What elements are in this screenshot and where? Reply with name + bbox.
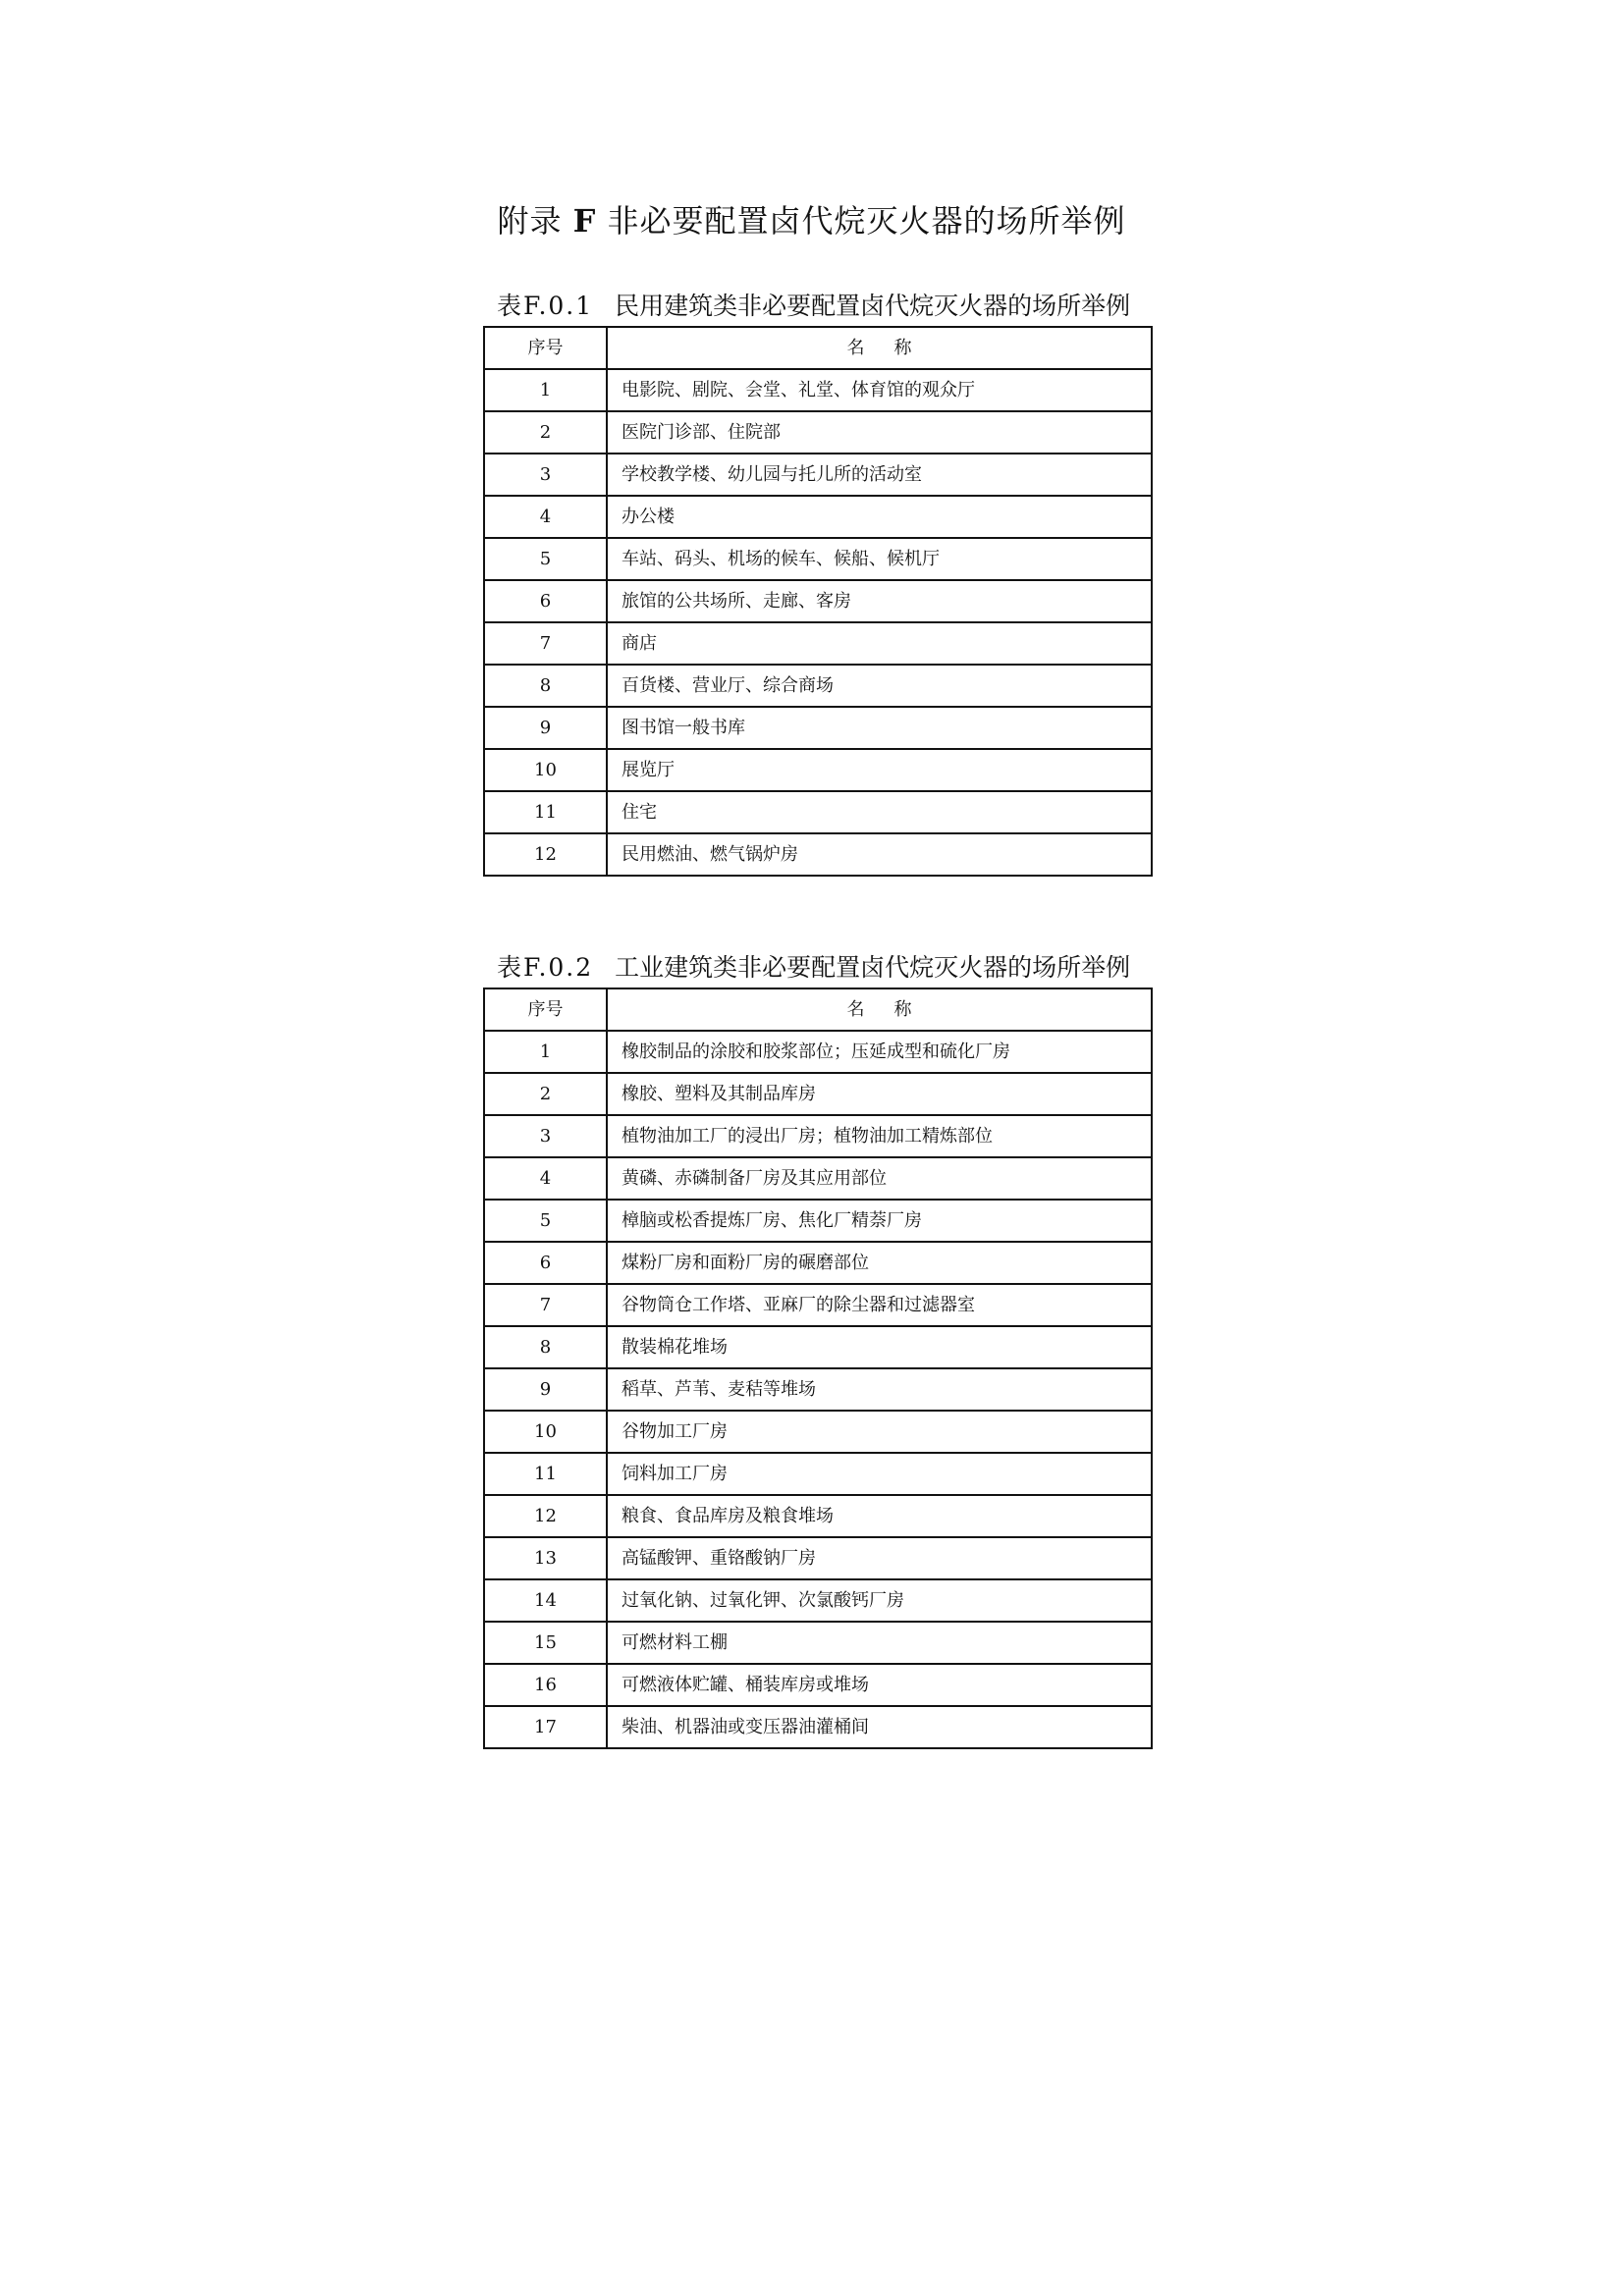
table-row — [484, 1579, 1152, 1622]
table-row — [484, 1368, 1152, 1411]
row-name: 住宅 — [607, 791, 1152, 833]
row-name: 谷物加工厂房 — [607, 1411, 1152, 1453]
row-index: 7 — [484, 1284, 607, 1326]
row-name: 高锰酸钾、重铬酸钠厂房 — [607, 1537, 1152, 1579]
row-index: 10 — [484, 1411, 607, 1453]
row-index: 11 — [484, 791, 607, 833]
table-row — [484, 1157, 1152, 1200]
row-name: 展览厅 — [607, 749, 1152, 791]
row-name: 百货楼、营业厅、综合商场 — [607, 665, 1152, 707]
row-name: 车站、码头、机场的候车、候船、候机厅 — [607, 538, 1152, 580]
table-caption — [483, 948, 1151, 988]
table-row — [484, 1537, 1152, 1579]
row-name: 橡胶制品的涂胶和胶浆部位；压延成型和硫化厂房 — [607, 1031, 1152, 1073]
table-row — [484, 1326, 1152, 1368]
table-caption-text: 工业建筑类非必要配置卤代烷灭火器的场所举例 — [615, 953, 1131, 982]
table-number: 表F.0.1 — [497, 292, 594, 320]
row-index: 6 — [484, 1242, 607, 1284]
row-index: 16 — [484, 1664, 607, 1706]
row-name: 谷物筒仓工作塔、亚麻厂的除尘器和过滤器室 — [607, 1284, 1152, 1326]
table-caption-text: 民用建筑类非必要配置卤代烷灭火器的场所举例 — [615, 292, 1131, 320]
row-name: 植物油加工厂的浸出厂房；植物油加工精炼部位 — [607, 1115, 1152, 1157]
table-row — [484, 1664, 1152, 1706]
table-row — [484, 1200, 1152, 1242]
row-name: 橡胶、塑料及其制品库房 — [607, 1073, 1152, 1115]
row-name: 电影院、剧院、会堂、礼堂、体育馆的观众厅 — [607, 369, 1152, 411]
row-index: 6 — [484, 580, 607, 622]
row-index: 12 — [484, 1495, 607, 1537]
title-text: 非必要配置卤代烷灭火器的场所举例 — [607, 202, 1126, 240]
table-row — [484, 791, 1152, 833]
row-name: 民用燃油、燃气锅炉房 — [607, 833, 1152, 876]
page-title — [0, 196, 1623, 241]
row-name: 粮食、食品库房及粮食堆场 — [607, 1495, 1152, 1537]
table-row — [484, 749, 1152, 791]
table-block-f02 — [483, 948, 1151, 1749]
table-block-f01 — [483, 287, 1151, 877]
row-name: 煤粉厂房和面粉厂房的碾磨部位 — [607, 1242, 1152, 1284]
row-index: 9 — [484, 1368, 607, 1411]
table-row — [484, 665, 1152, 707]
table-row — [484, 1706, 1152, 1748]
row-name: 饲料加工厂房 — [607, 1453, 1152, 1495]
table-row — [484, 1411, 1152, 1453]
table-row — [484, 496, 1152, 538]
table-row — [484, 580, 1152, 622]
row-name: 黄磷、赤磷制备厂房及其应用部位 — [607, 1157, 1152, 1200]
header-index: 序号 — [484, 988, 607, 1031]
title-prefix: 附录 — [497, 202, 563, 240]
row-name: 办公楼 — [607, 496, 1152, 538]
row-index: 1 — [484, 369, 607, 411]
row-index: 1 — [484, 1031, 607, 1073]
table-row — [484, 454, 1152, 496]
row-index: 11 — [484, 1453, 607, 1495]
table-row — [484, 1073, 1152, 1115]
row-name: 可燃液体贮罐、桶装库房或堆场 — [607, 1664, 1152, 1706]
table-header-row — [484, 327, 1152, 369]
table-row — [484, 1242, 1152, 1284]
row-index: 2 — [484, 411, 607, 454]
row-index: 4 — [484, 496, 607, 538]
table-row — [484, 1622, 1152, 1664]
row-name: 稻草、芦苇、麦秸等堆场 — [607, 1368, 1152, 1411]
row-index: 13 — [484, 1537, 607, 1579]
row-name: 商店 — [607, 622, 1152, 665]
table-row — [484, 1284, 1152, 1326]
row-name: 樟脑或松香提炼厂房、焦化厂精萘厂房 — [607, 1200, 1152, 1242]
row-index: 7 — [484, 622, 607, 665]
row-name: 旅馆的公共场所、走廊、客房 — [607, 580, 1152, 622]
table-row — [484, 1495, 1152, 1537]
row-index: 14 — [484, 1579, 607, 1622]
row-name: 学校教学楼、幼儿园与托儿所的活动室 — [607, 454, 1152, 496]
row-name: 图书馆一般书库 — [607, 707, 1152, 749]
row-index: 2 — [484, 1073, 607, 1115]
row-index: 8 — [484, 665, 607, 707]
table-caption — [483, 287, 1151, 326]
row-index: 9 — [484, 707, 607, 749]
table-number: 表F.0.2 — [497, 953, 594, 982]
row-index: 8 — [484, 1326, 607, 1368]
table-row — [484, 707, 1152, 749]
row-index: 3 — [484, 454, 607, 496]
title-letter: F — [572, 202, 597, 240]
header-index: 序号 — [484, 327, 607, 369]
row-name: 可燃材料工棚 — [607, 1622, 1152, 1664]
row-name: 过氧化钠、过氧化钾、次氯酸钙厂房 — [607, 1579, 1152, 1622]
table-row — [484, 538, 1152, 580]
table-body — [484, 1031, 1152, 1748]
header-name: 名称 — [607, 327, 1152, 369]
row-index: 15 — [484, 1622, 607, 1664]
row-index: 17 — [484, 1706, 607, 1748]
row-name: 散装棉花堆场 — [607, 1326, 1152, 1368]
header-name: 名称 — [607, 988, 1152, 1031]
row-index: 10 — [484, 749, 607, 791]
row-index: 3 — [484, 1115, 607, 1157]
table-row — [484, 1115, 1152, 1157]
table-row — [484, 369, 1152, 411]
row-index: 12 — [484, 833, 607, 876]
table-header-row — [484, 988, 1152, 1031]
table-row — [484, 411, 1152, 454]
row-name: 柴油、机器油或变压器油灌桶间 — [607, 1706, 1152, 1748]
row-name: 医院门诊部、住院部 — [607, 411, 1152, 454]
row-index: 5 — [484, 1200, 607, 1242]
table-body — [484, 369, 1152, 876]
table-row — [484, 1031, 1152, 1073]
table-row — [484, 622, 1152, 665]
table-row — [484, 1453, 1152, 1495]
row-index: 4 — [484, 1157, 607, 1200]
data-table — [483, 988, 1153, 1749]
table-row — [484, 833, 1152, 876]
row-index: 5 — [484, 538, 607, 580]
data-table — [483, 326, 1153, 877]
